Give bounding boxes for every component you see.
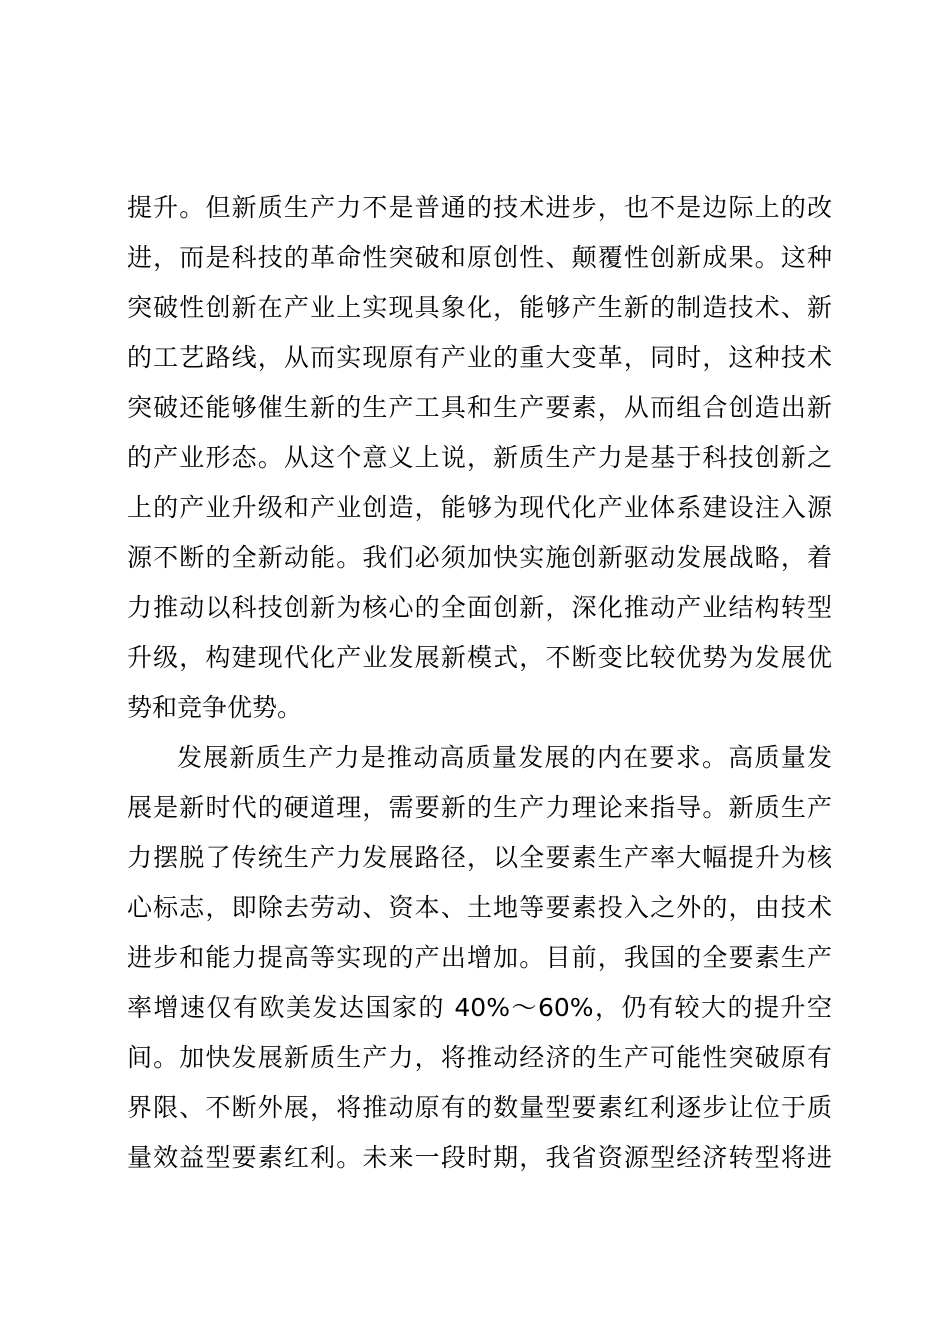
text-line: 上的产业升级和产业创造，能够为现代化产业体系建设注入源	[127, 493, 832, 522]
document-body	[127, 183, 832, 1183]
text-line: 率增速仅有欧美发达国家的 40%～60%，仍有较大的提升空	[127, 993, 832, 1022]
text-line: 间。加快发展新质生产力，将推动经济的生产可能性突破原有	[127, 1043, 832, 1072]
text-line: 展是新时代的硬道理，需要新的生产力理论来指导。新质生产	[127, 793, 832, 822]
text-line: 的产业形态。从这个意义上说，新质生产力是基于科技创新之	[127, 443, 832, 472]
text-line: 源不断的全新动能。我们必须加快实施创新驱动发展战略，着	[127, 543, 832, 572]
text-line: 力摆脱了传统生产力发展路径，以全要素生产率大幅提升为核	[127, 843, 832, 872]
text-line: 界限、不断外展，将推动原有的数量型要素红利逐步让位于质	[127, 1093, 832, 1122]
text-line: 升级，构建现代化产业发展新模式，不断变比较优势为发展优	[127, 643, 832, 672]
text-line: 进，而是科技的革命性突破和原创性、颠覆性创新成果。这种	[127, 243, 832, 272]
text-line: 发展新质生产力是推动高质量发展的内在要求。高质量发	[177, 743, 832, 772]
text-line: 进步和能力提高等实现的产出增加。目前，我国的全要素生产	[127, 943, 832, 972]
paragraph-1	[127, 183, 832, 733]
text-line: 突破性创新在产业上实现具象化，能够产生新的制造技术、新	[127, 293, 832, 322]
text-line: 心标志，即除去劳动、资本、土地等要素投入之外的，由技术	[127, 893, 832, 922]
text-line: 量效益型要素红利。未来一段时期，我省资源型经济转型将进	[127, 1143, 832, 1172]
paragraph-2	[127, 733, 832, 1183]
text-line: 力推动以科技创新为核心的全面创新，深化推动产业结构转型	[127, 593, 832, 622]
text-line: 的工艺路线，从而实现原有产业的重大变革，同时，这种技术	[127, 343, 832, 372]
text-line: 势和竞争优势。	[127, 693, 303, 722]
text-line: 突破还能够催生新的生产工具和生产要素，从而组合创造出新	[127, 393, 832, 422]
text-line: 提升。但新质生产力不是普通的技术进步，也不是边际上的改	[127, 193, 832, 222]
